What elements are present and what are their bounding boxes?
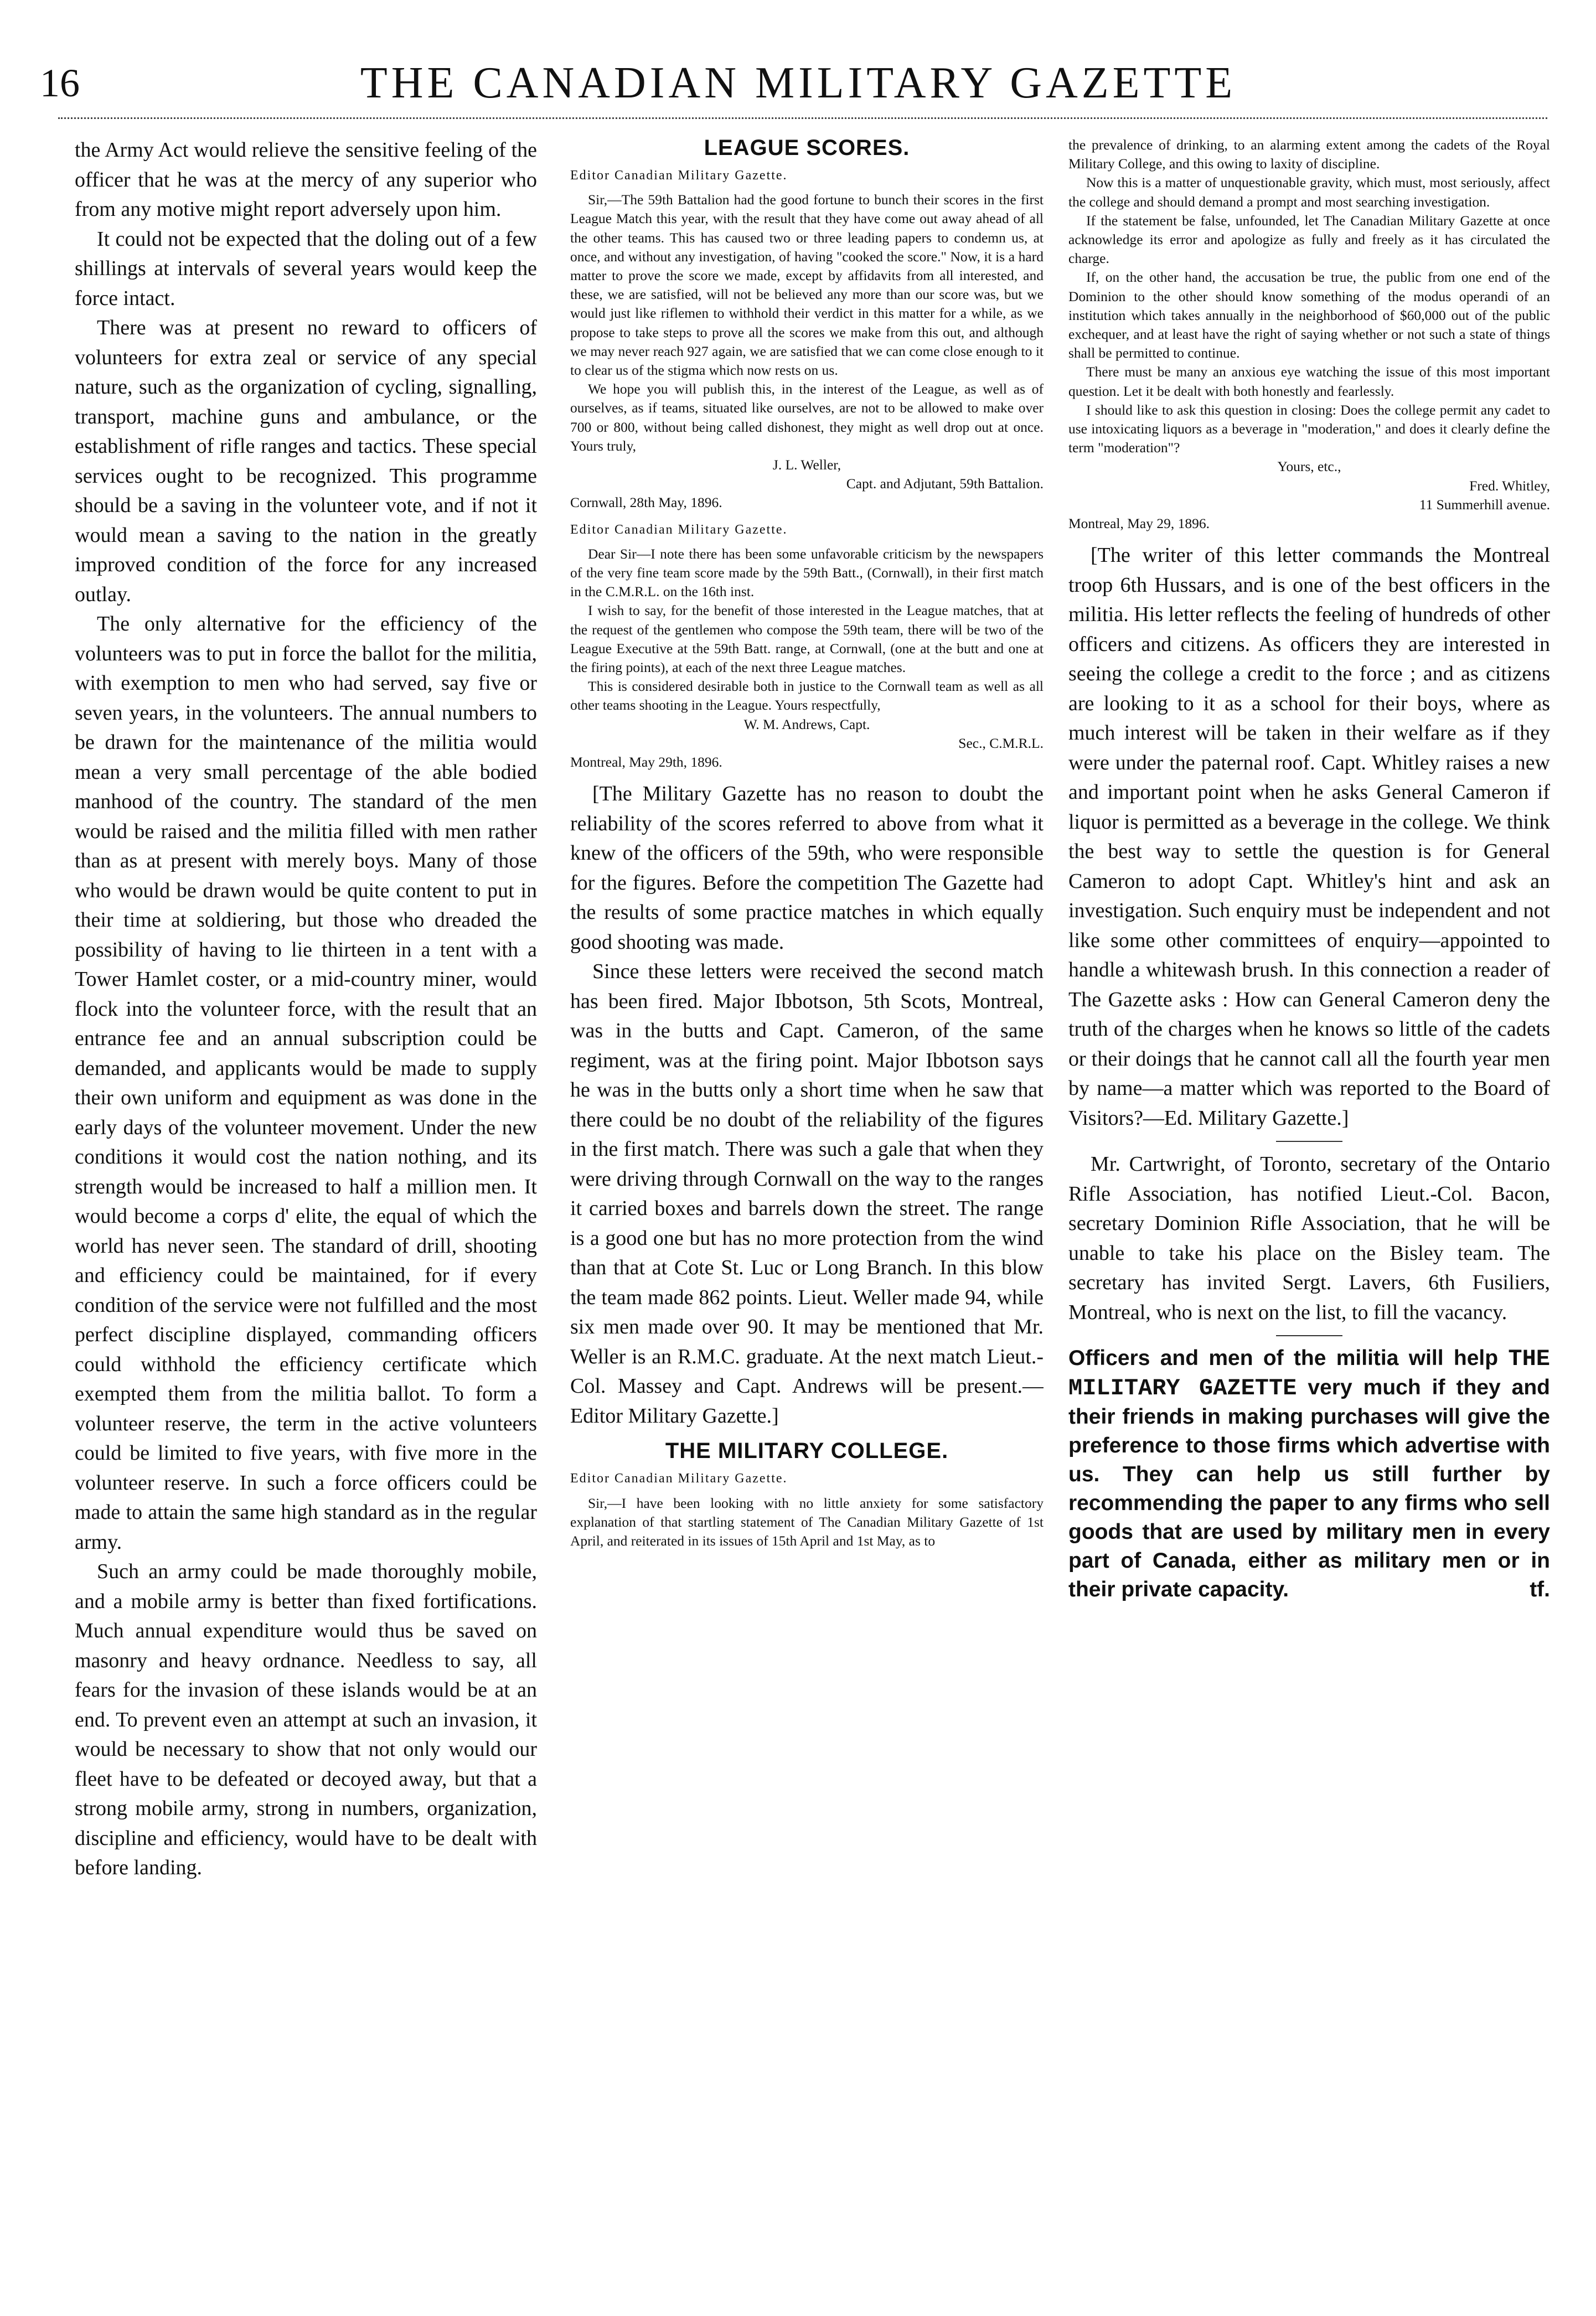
editor-paragraph: Since these letters were received the second match has been fired. Major Ibbotson, 5th Scots, Montreal, was in the butts and Capt. Cameron, of the same regiment, was at the firing point. Major Ibbotson says he was in the butts only a short time when he saw that there could be no doubt of the reliability of the figures in the first match. There was such a gale that when they were driving through Cornwall on the way to the ranges it carried boxes and barrels down the street. The range is a good one but has no more protection from the wind than that at Cote St. Luc or Long Branch. In this blow the team made 862 points. Lieut. Weller made 94, while six men made over 90. It may be mentioned that Mr. Weller is an R.M.C. graduate. At the next match Lieut.-Col. Massey and Capt. Andrews will be present.—Editor Military Gazette.] [570, 960, 1044, 1428]
masthead: THE CANADIAN MILITARY GAZETTE [360, 59, 1237, 107]
letter-andrews [570, 520, 1044, 772]
section-divider [1276, 1335, 1342, 1336]
letter-college-continued [1068, 136, 1550, 533]
page-header [40, 53, 1557, 113]
letter-salutation: Editor Canadian Military Gazette. [570, 168, 788, 183]
article-paragraph: the Army Act would relieve the sensitive feeling of the officer that he was at the mercy of any superior who from any motive might report adversely upon him. [75, 138, 537, 221]
letter-paragraph: This is considered desirable both in justice to the Cornwall team as well as all other teams shooting in the League. Yours respectfully, [570, 678, 1044, 714]
letter-signature-title: Sec., C.M.R.L. [958, 735, 1044, 751]
notice-tf-mark: tf. [1530, 1578, 1550, 1602]
article-paragraph: It could not be expected that the doling out of a few shillings at intervals of several years would keep the force intact. [75, 227, 537, 310]
column-2 [570, 136, 1044, 1550]
letter-paragraph: I wish to say, for the benefit of those interested in the League matches, that at the request of the gentlemen who compose the 59th team, there will be two of the League Executive at the 59th Batt. range, at Cornwall, (one at the butt and one at the firing points), at each of the next three League matches. [570, 602, 1044, 676]
letter-paragraph: If, on the other hand, the accusation be true, the public from one end of the Dominion to the other should know something of the modus operandi of an institution which takes annually in the neighborhood of $60,000 out of the public exchequer, and at least have the right of saying whether or not such a state of things shall be permitted to continue. [1068, 269, 1550, 361]
letter-paragraph: There must be many an anxious eye watching the issue of this most important question. Let it be dealt with both honestly and fearlessly. [1068, 364, 1550, 399]
letter-paragraph: Dear Sir—I note there has been some unfavorable criticism by the newspapers of the very fine team score made by the 59th Batt., (Cornwall), in their first match in the C.M.R.L. on the 16th inst. [570, 545, 1044, 600]
column-3 [1068, 136, 1550, 1604]
military-college-heading: THE MILITARY COLLEGE. [665, 1439, 949, 1464]
league-scores-heading: LEAGUE SCORES. [704, 136, 910, 160]
letter-signature: J. L. Weller, [772, 457, 841, 473]
news-paragraph: Mr. Cartwright, of Toronto, secretary of the Ontario Rifle Association, has notified Lieut.-Col. Bacon, secretary Dominion Rifle Association, that he will be unable to take his place on the Bisley team. The secretary has invited Sergt. Lavers, 6th Fusiliers, Montreal, who is next on the list, to fill the vacancy. [1068, 1152, 1550, 1324]
editor-note-scores [570, 779, 1044, 1431]
letter-college [570, 1469, 1044, 1550]
letter-salutation: Editor Canadian Military Gazette. [570, 1471, 788, 1486]
article-paragraph: The only alternative for the efficiency of the volunteers was to put in force the ballot for the militia, with exemption to men who had served, say five or seven years, in the volunteers. The annual numbers to be drawn for the maintenance of the militia would mean a very small percentage of the able bodied manhood of the country. The standard of the men would be raised and the militia filled with men rather than as at present with merely boys. Many of those who would be drawn would be quite content to put in their time at soldiering, but those who dreaded the possibility of having to lie thirteen in a tent with a Tower Hamlet coster, or a mid-country miner, would flock into the volunteer force, with the result that an entrance fee and an annual subscription could be demanded, and applicants would be made to supply their own uniform and equipment as was done in the early days of the volunteer movement. Under the new conditions it would cost the nation nothing, and its strength would be increased to half a million men. It would become a corps d' elite, the equal of which the world has never seen. The standard of drill, shooting and efficiency could be maintained, for if every condition of the service were not fulfilled and the most perfect discipline displayed, commanding officers could withhold the efficiency certificate which exempted them from the militia ballot. To form a volunteer reserve, the term in the active volunteers could be limited to five years, with five more in the volunteer reserve. In such a force officers could be made to attain the same high standard as in the regular army. [75, 612, 537, 1554]
letter-salutation: Editor Canadian Military Gazette. [570, 522, 788, 537]
column-1 [75, 136, 537, 1883]
notice-text: very much if they and their friends in making purchases will give the preference to those firms which advertise with us. They can help us still further by recommending the paper to any firms who sell goods that are used by military men in every part of Canada, either as military men or in their private capacity. [1068, 1376, 1550, 1602]
letter-weller [570, 166, 1044, 513]
header-rule [58, 117, 1547, 119]
article-paragraph: Such an army could be made thoroughly mobile, and a mobile army is better than fixed fortifications. Much annual expenditure would thus be saved on masonry and heavy ordnance. Needless to say, all fears for the invasion of these islands would be at an end. To prevent even an attempt at such an invasion, it would be necessary to show that not only would our fleet have to be defeated or decoyed away, but that a strong mobile army, strong in numbers, organization, discipline and efficiency, would have to be dealt with before landing. [75, 1560, 537, 1879]
letter-signature: Fred. Whitley, [1469, 477, 1550, 494]
letter-dateline: Cornwall, 28th May, 1896. [570, 494, 722, 511]
letter-paragraph: the prevalence of drinking, to an alarming extent among the cadets of the Royal Military College, and this owing to laxity of discipline. [1068, 137, 1550, 172]
advertiser-notice [1068, 1344, 1550, 1604]
cartwright-item [1068, 1150, 1550, 1327]
editor-paragraph: [The Military Gazette has no reason to doubt the reliability of the scores referred to above from what it knew of the officers of the 59th, who were responsible for the figures. Before the competition The Gazette had the results of some practice matches in which equally good shooting was made. [570, 782, 1044, 954]
letter-paragraph: We hope you will publish this, in the interest of the League, as well as of ourselves, as if teams, situated like ourselves, are not to be allowed to make over 700 or 800, without being called dishonest, they might as well drop out at once. Yours truly, [570, 381, 1044, 454]
letter-dateline: Montreal, May 29th, 1896. [570, 754, 722, 771]
letter-closing: Yours, etc., [1277, 458, 1341, 475]
letter-signature-address: 11 Summerhill avenue. [1419, 496, 1550, 513]
letter-paragraph: I should like to ask this question in closing: Does the college permit any cadet to use intoxicating liquors as a beverage in "moderation," and does it clearly define the term "moderation"? [1068, 401, 1550, 456]
editor-note-college [1068, 541, 1550, 1133]
page-number: 16 [40, 61, 80, 105]
letter-paragraph: If the statement be false, unfounded, let The Canadian Military Gazette at once acknowledge its error and apologize as fully and freely as it has circulated the charge. [1068, 212, 1550, 267]
notice-text: Officers and men of the militia will help [1068, 1346, 1499, 1371]
section-divider [1276, 1141, 1342, 1142]
editor-paragraph: [The writer of this letter commands the Montreal troop 6th Hussars, and is one of the best officers in the militia. His letter reflects the feeling of hundreds of other officers and citizens. As officers they are interested in seeing the college a credit to the force ; and as citizens are looking to it as a school for their boys, where as much interest will be taken in their welfare as if they were under the paternal roof. Capt. Whitley raises a new and important point when he asks General Cameron if liquor is permitted as a beverage in the college. We think the best way to settle the question is for General Cameron to adopt Capt. Whitley's hint and ask an investigation. Such enquiry must be independent and not like some other committees of enquiry—appointed to handle a whitewash brush. In this connection a reader of The Gazette asks : How can General Cameron deny the truth of the charges when he knows so little of the cadets or their doings that he cannot call all the fourth year men by name—a matter which was reported to the Board of Visitors?—Ed. Military Gazette.] [1068, 544, 1550, 1130]
letter-signature-title: Capt. and Adjutant, 59th Battalion. [846, 475, 1044, 492]
letter-dateline: Montreal, May 29, 1896. [1068, 515, 1210, 532]
letter-paragraph: Sir,—I have been looking with no little anxiety for some satisfactory explanation of that startling statement of The Canadian Military Gazette of 1st April, and reiterated in its issues of 15th April and 1st May, as to [570, 1495, 1044, 1549]
letter-paragraph: Now this is a matter of unquestionable gravity, which must, most seriously, affect the college and should demand a prompt and most searching investigation. [1068, 174, 1550, 210]
article-paragraph: There was at present no reward to officers of volunteers for extra zeal or service of any special nature, such as the organization of cycling, signalling, transport, machine guns and ambulance, or the establishment of rifle ranges and tactics. These special services ought to be recognized. This programme should be a saving in the volunteer vote, and if not it would mean a saving to the nation in the greatly improved condition of the force for any increased outlay. [75, 316, 537, 606]
notice-paper-name: THE MILITARY GAZETTE [1068, 1346, 1550, 1402]
letter-paragraph: Sir,—The 59th Battalion had the good fortune to bunch their scores in the first League Match this year, with the result that they have come out away ahead of all the other teams. This has caused two or three leading papers to condemn us, at once, and without any investigation, of having "cooked the score." Now, it is a hard matter to prove the score we made, except by affidavits from all interested, and these, we are satisfied, will not be believed any more than our score was, but we would just like riflemen to withhold their verdict in this matter for a while, as we propose to take steps to prove all the scores we make from this out, and although we may never reach 927 again, we are satisfied that we can come close enough to it to clear us of the stigma which now rests on us. [570, 192, 1044, 379]
letter-signature: W. M. Andrews, Capt. [743, 716, 870, 732]
